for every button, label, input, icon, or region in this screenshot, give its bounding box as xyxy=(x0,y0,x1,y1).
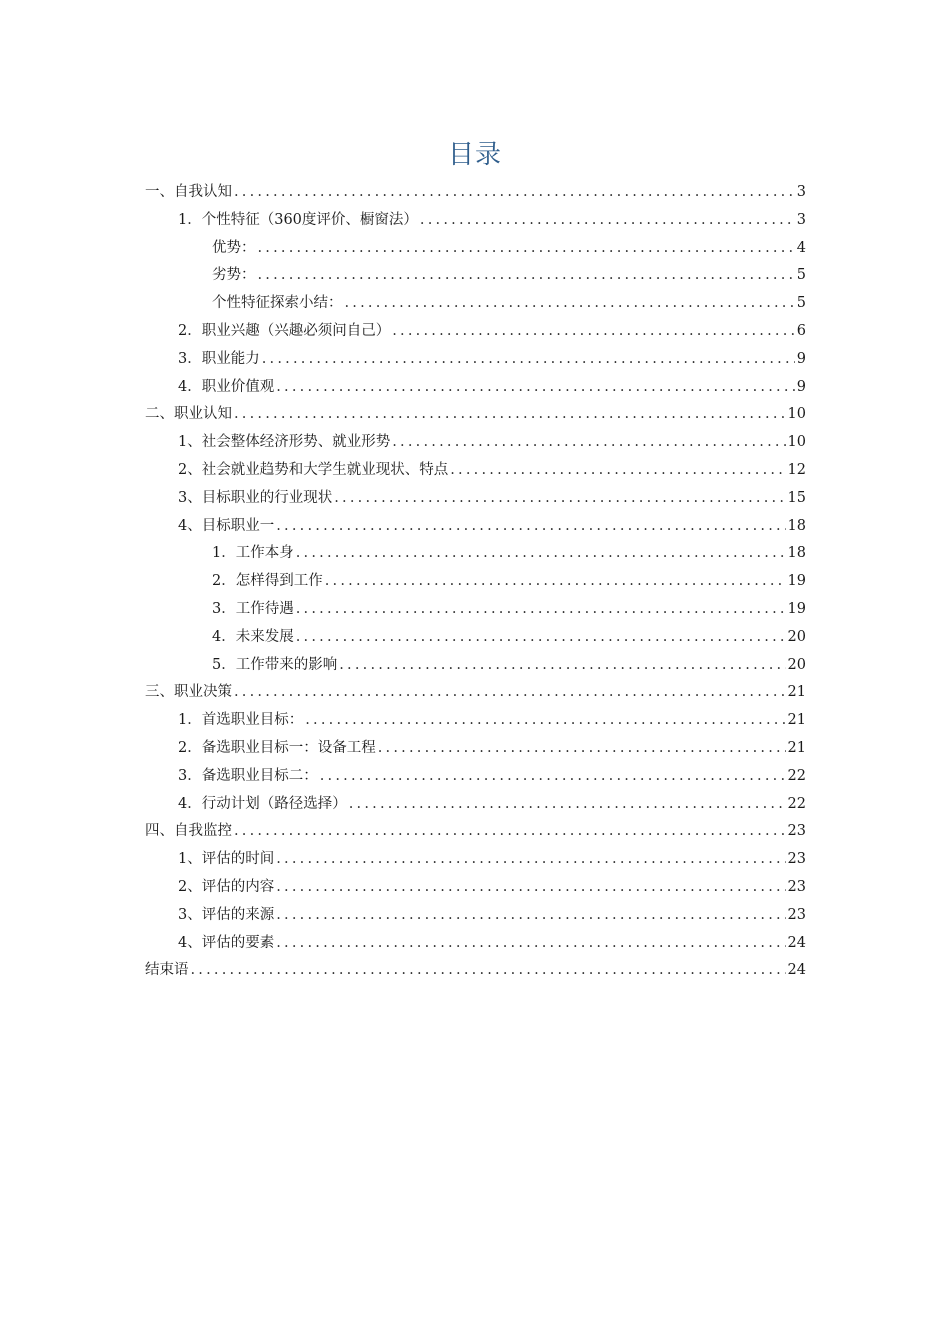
toc-dot-leader xyxy=(296,540,786,568)
toc-entry-text: 2．怎样得到工作 xyxy=(212,573,323,590)
toc-entry-text: 4．职业价值观 xyxy=(178,378,275,395)
toc-entry-text: 1．个性特征（360度评价、橱窗法） xyxy=(178,211,418,228)
toc-entry-text: 2、评估的内容 xyxy=(178,878,275,895)
toc-page-number: 19 xyxy=(787,600,806,617)
toc-dot-leader xyxy=(345,290,795,318)
toc-page-number: 24 xyxy=(787,962,806,979)
toc-entry-text: 四、自我监控 xyxy=(145,823,232,840)
toc-page-number: 22 xyxy=(787,795,806,812)
toc-entry[interactable] xyxy=(145,207,806,235)
toc-dot-leader xyxy=(320,763,786,791)
toc-entry-text: 个性特征探索小结： xyxy=(212,295,343,312)
toc-page-number: 3 xyxy=(796,184,806,200)
toc-entry[interactable] xyxy=(145,457,806,485)
toc-page-number: 23 xyxy=(787,823,806,840)
toc-dot-leader xyxy=(392,429,785,457)
toc-page-number: 6 xyxy=(796,322,806,339)
toc-entry-text: 3、目标职业的行业现状 xyxy=(178,489,333,506)
toc-page-number: 21 xyxy=(787,712,806,729)
toc-dot-leader xyxy=(258,262,795,290)
table-of-contents xyxy=(145,179,806,985)
toc-entry-text: 3、评估的来源 xyxy=(178,906,275,923)
toc-entry-text: 优势： xyxy=(212,239,256,256)
toc-entry-text: 1．首选职业目标： xyxy=(178,712,304,729)
toc-dot-leader xyxy=(276,874,785,902)
toc-dot-leader xyxy=(392,318,795,346)
toc-entry-text: 4．未来发展 xyxy=(212,628,294,645)
toc-entry[interactable] xyxy=(145,846,806,874)
toc-entry-text: 2、社会就业趋势和大学生就业现状、特点 xyxy=(178,461,449,478)
toc-dot-leader xyxy=(191,957,786,985)
toc-dot-leader xyxy=(296,596,786,624)
toc-dot-leader xyxy=(234,679,786,707)
toc-entry-text: 3．工作待遇 xyxy=(212,600,294,617)
toc-dot-leader xyxy=(234,401,786,429)
toc-entry[interactable] xyxy=(145,624,806,652)
toc-entry[interactable] xyxy=(145,290,806,318)
toc-entry[interactable] xyxy=(145,374,806,402)
toc-entry[interactable] xyxy=(145,568,806,596)
toc-entry[interactable] xyxy=(145,791,806,819)
toc-entry[interactable] xyxy=(145,235,806,263)
toc-page-number: 9 xyxy=(796,350,806,367)
toc-dot-leader xyxy=(234,818,786,846)
toc-entry-text: 1、评估的时间 xyxy=(178,851,275,868)
toc-entry-text: 二、职业认知 xyxy=(145,406,232,423)
toc-entry[interactable] xyxy=(145,818,806,846)
toc-page-number: 15 xyxy=(787,489,806,506)
toc-entry[interactable] xyxy=(145,401,806,429)
toc-dot-leader xyxy=(258,235,795,263)
toc-page-number: 5 xyxy=(796,295,806,312)
toc-entry[interactable] xyxy=(145,596,806,624)
toc-dot-leader xyxy=(262,346,795,374)
toc-entry[interactable] xyxy=(145,540,806,568)
toc-page-number: 20 xyxy=(787,656,806,673)
toc-page-number: 20 xyxy=(787,628,806,645)
toc-entry[interactable] xyxy=(145,874,806,902)
toc-page-number: 22 xyxy=(787,767,806,784)
toc-page-number: 12 xyxy=(787,461,806,478)
toc-page-number: 18 xyxy=(787,545,806,562)
toc-entry-text: 4．行动计划（路径选择） xyxy=(178,795,347,812)
toc-page-number: 3 xyxy=(796,211,806,228)
toc-entry[interactable] xyxy=(145,707,806,735)
toc-entry[interactable] xyxy=(145,318,806,346)
toc-entry-text: 三、职业决策 xyxy=(145,684,232,701)
toc-entry-text: 一、自我认知 xyxy=(145,184,232,200)
toc-entry[interactable] xyxy=(145,735,806,763)
toc-entry-text: 结束语 xyxy=(145,962,189,979)
toc-title: 目录 xyxy=(447,140,502,170)
toc-entry[interactable] xyxy=(145,930,806,958)
toc-dot-leader xyxy=(276,902,785,930)
toc-entry[interactable] xyxy=(145,429,806,457)
toc-dot-leader xyxy=(305,707,785,735)
toc-entry-text: 4、目标职业一 xyxy=(178,517,275,534)
toc-page-number: 19 xyxy=(787,573,806,590)
toc-entry-text: 1．工作本身 xyxy=(212,545,294,562)
toc-dot-leader xyxy=(276,513,785,541)
toc-dot-leader xyxy=(349,791,786,819)
toc-dot-leader xyxy=(276,930,785,958)
toc-entry[interactable] xyxy=(145,652,806,680)
toc-entry[interactable] xyxy=(145,957,806,985)
toc-entry-text: 2．职业兴趣（兴趣必须问自己） xyxy=(178,322,391,339)
toc-page-number: 10 xyxy=(787,406,806,423)
toc-dot-leader xyxy=(276,374,795,402)
toc-page-number: 21 xyxy=(787,684,806,701)
toc-entry[interactable] xyxy=(145,179,806,207)
toc-page-number: 23 xyxy=(787,878,806,895)
toc-page-number: 24 xyxy=(787,934,806,951)
toc-dot-leader xyxy=(450,457,785,485)
toc-entry[interactable] xyxy=(145,513,806,541)
toc-dot-leader xyxy=(276,846,785,874)
toc-page-number: 23 xyxy=(787,906,806,923)
toc-dot-leader xyxy=(334,485,785,513)
toc-entry[interactable] xyxy=(145,346,806,374)
toc-page-number: 5 xyxy=(796,267,806,284)
toc-entry-text: 1、社会整体经济形势、就业形势 xyxy=(178,434,391,451)
toc-entry[interactable] xyxy=(145,679,806,707)
toc-page-number: 9 xyxy=(796,378,806,395)
toc-entry[interactable] xyxy=(145,902,806,930)
toc-entry[interactable] xyxy=(145,485,806,513)
toc-dot-leader xyxy=(296,624,786,652)
toc-entry-text: 2．备选职业目标一：设备工程 xyxy=(178,739,376,756)
toc-entry-text: 5．工作带来的影响 xyxy=(212,656,338,673)
toc-dot-leader xyxy=(325,568,786,596)
toc-entry-text: 劣势： xyxy=(212,267,256,284)
toc-page-number: 18 xyxy=(787,517,806,534)
toc-entry-text: 3．职业能力 xyxy=(178,350,260,367)
toc-entry-text: 3．备选职业目标二： xyxy=(178,767,318,784)
toc-dot-leader xyxy=(420,207,795,235)
toc-page-number: 10 xyxy=(787,434,806,451)
toc-entry-text: 4、评估的要素 xyxy=(178,934,275,951)
toc-page-number: 4 xyxy=(796,239,806,256)
toc-entry[interactable] xyxy=(145,262,806,290)
toc-page-number: 23 xyxy=(787,851,806,868)
toc-page-number: 21 xyxy=(787,739,806,756)
toc-entry[interactable] xyxy=(145,763,806,791)
toc-dot-leader xyxy=(339,652,785,680)
toc-dot-leader xyxy=(234,179,795,207)
toc-dot-leader xyxy=(378,735,786,763)
